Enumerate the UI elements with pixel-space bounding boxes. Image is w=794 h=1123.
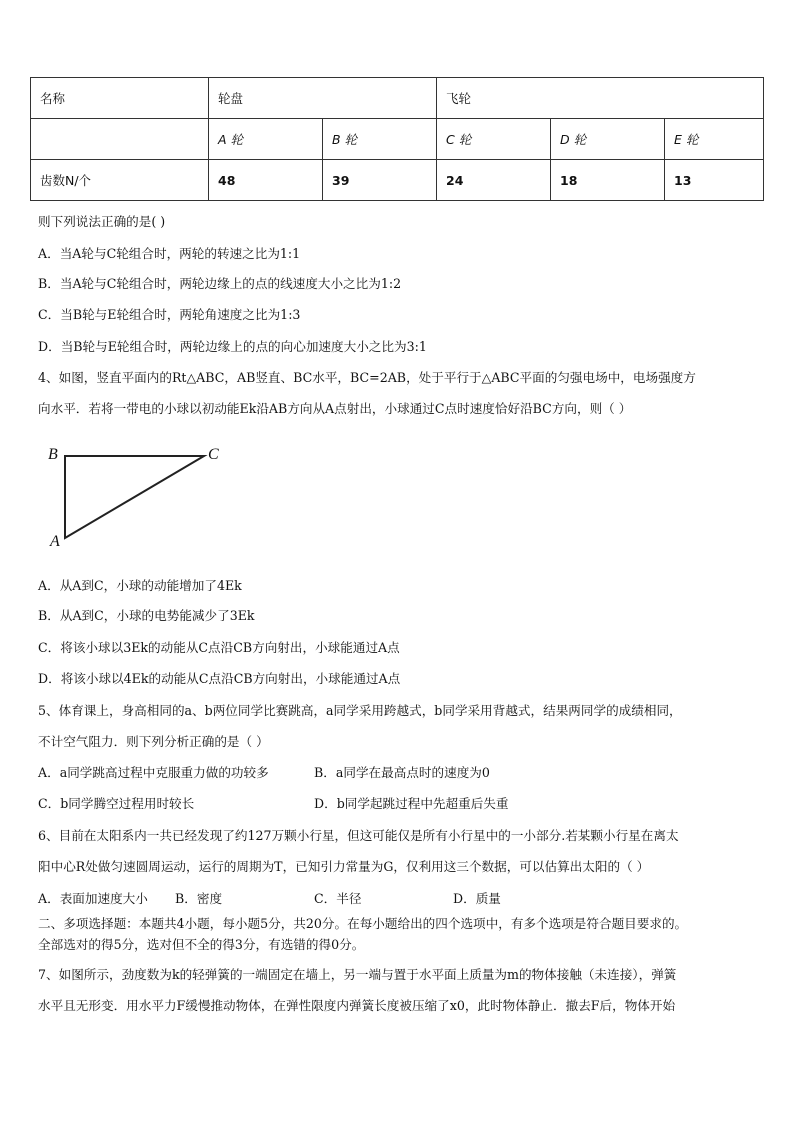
table-row bbox=[31, 78, 764, 119]
q3-stem: 则下列说法正确的是( ) bbox=[38, 214, 166, 229]
q5-option-b: B．a同学在最高点时的速度为0 bbox=[314, 765, 490, 780]
q3-option-c: C．当B轮与E轮组合时，两轮角速度之比为1:3 bbox=[38, 307, 301, 322]
table-row-label: 齿数N/个 bbox=[31, 160, 209, 201]
q4-option-a: A．从A到C，小球的动能增加了4Ek bbox=[38, 578, 242, 593]
q4-option-b: B．从A到C，小球的电势能减少了3Ek bbox=[38, 608, 255, 623]
table-cell-wheel-b: B 轮 bbox=[323, 119, 437, 160]
section2-heading-line1: 二、多项选择题：本题共4小题，每小题5分，共20分。在每小题给出的四个选项中，有多个选项是符合题目要求的。 bbox=[38, 916, 688, 931]
table-header-chainring: 轮盘 bbox=[209, 78, 437, 119]
q6-option-b: B．密度 bbox=[175, 891, 223, 906]
q5-option-c: C．b同学腾空过程用时较长 bbox=[38, 796, 195, 811]
q5-option-d: D．b同学起跳过程中先超重后失重 bbox=[314, 796, 509, 811]
q4-option-d: D．将该小球以4Ek的动能从C点沿CB方向射出，小球能通过A点 bbox=[38, 671, 401, 686]
q3-option-b: B．当A轮与C轮组合时，两轮边缘上的点的线速度大小之比为1:2 bbox=[38, 276, 402, 291]
q6-option-c: C．半径 bbox=[314, 891, 362, 906]
q7-stem-line1: 7、如图所示，劲度数为k的轻弹簧的一端固定在墙上，另一端与置于水平面上质量为m的物体接触（未连接），弹簧 bbox=[38, 967, 677, 982]
q4-stem-line1: 4、如图，竖直平面内的Rt△ABC，AB竖直、BC水平，BC=2AB，处于平行于△ABC平面的匀强电场中，电场强度方 bbox=[38, 370, 696, 385]
table-cell-wheel-a: A 轮 bbox=[209, 119, 323, 160]
q6-option-a: A．表面加速度大小 bbox=[38, 891, 148, 906]
table-cell-wheel-d: D 轮 bbox=[551, 119, 665, 160]
q4-stem-line2: 向水平．若将一带电的小球以初动能Ek沿AB方向从A点射出，小球通过C点时速度恰好沿BC方向，则（ ） bbox=[38, 401, 632, 416]
q5-stem-line2: 不计空气阻力．则下列分析正确的是（ ） bbox=[38, 734, 269, 749]
q6-stem-line1: 6、目前在太阳系内一共已经发现了约127万颗小行星，但这可能仅是所有小行星中的一小部分.若某颗小行星在离太 bbox=[38, 828, 679, 843]
triangle-figure bbox=[44, 443, 244, 555]
q7-stem-line2: 水平且无形变．用水平力F缓慢推动物体，在弹性限度内弹簧长度被压缩了x0，此时物体静止．撤去F后，物体开始 bbox=[38, 998, 676, 1013]
table-cell-empty bbox=[31, 119, 209, 160]
table-cell-value: 39 bbox=[323, 160, 437, 201]
q6-option-d: D．质量 bbox=[453, 891, 501, 906]
q3-option-a: A．当A轮与C轮组合时，两轮的转速之比为1:1 bbox=[38, 246, 301, 261]
q5-stem-line1: 5、体育课上，身高相同的a、b两位同学比赛跳高，a同学采用跨越式，b同学采用背越式，结果两同学的成绩相同， bbox=[38, 703, 682, 718]
table-header-flywheel: 飞轮 bbox=[437, 78, 764, 119]
table-cell-value: 13 bbox=[665, 160, 764, 201]
table-cell-value: 18 bbox=[551, 160, 665, 201]
table-row bbox=[31, 119, 764, 160]
point-a-label: A bbox=[50, 533, 60, 550]
gear-teeth-table bbox=[30, 77, 764, 201]
table-cell-wheel-e: E 轮 bbox=[665, 119, 764, 160]
section2-heading-line2: 全部选对的得5分，选对但不全的得3分，有选错的得0分。 bbox=[38, 937, 365, 952]
table-cell-value: 48 bbox=[209, 160, 323, 201]
table-row bbox=[31, 160, 764, 201]
q4-option-c: C．将该小球以3Ek的动能从C点沿CB方向射出，小球能通过A点 bbox=[38, 640, 400, 655]
point-b-label: B bbox=[48, 446, 58, 463]
table-cell-value: 24 bbox=[437, 160, 551, 201]
table-cell-wheel-c: C 轮 bbox=[437, 119, 551, 160]
q6-stem-line2: 阳中心R处做匀速圆周运动，运行的周期为T，已知引力常量为G，仅利用这三个数据，可以估算出太阳的（ ） bbox=[38, 859, 650, 874]
point-c-label: C bbox=[208, 446, 219, 463]
table-header-name: 名称 bbox=[31, 78, 209, 119]
q5-option-a: A．a同学跳高过程中克服重力做的功较多 bbox=[38, 765, 269, 780]
q3-option-d: D．当B轮与E轮组合时，两轮边缘上的点的向心加速度大小之比为3:1 bbox=[38, 339, 427, 354]
